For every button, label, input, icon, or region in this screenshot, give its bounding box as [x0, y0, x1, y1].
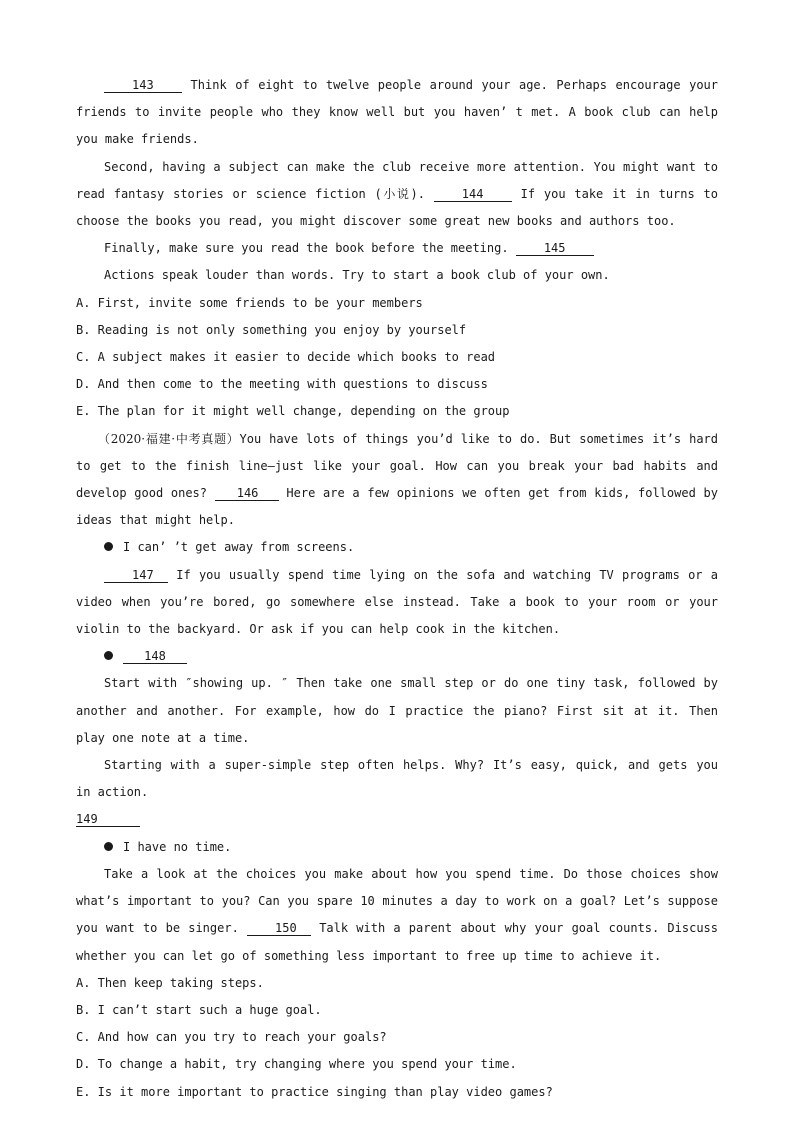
- paragraph-text: Think of eight to twelve people around your age. Perhaps encourage your friends to invite people who they know well but you haven’ t met. A book club can help you make friends.: [76, 78, 718, 147]
- option-e: E. The plan for it might well change, depending on the group: [76, 404, 510, 419]
- paragraph-intro: [76, 426, 718, 535]
- bullet-text: I can’ ’t get away from screens.: [123, 540, 355, 555]
- option-b: B. Reading is not only something you enjoy by yourself: [76, 322, 467, 337]
- bullet-item: [76, 534, 718, 561]
- option-d: D. And then come to the meeting with questions to discuss: [76, 377, 488, 392]
- bullet-dot-icon: [104, 542, 113, 551]
- paragraph-text: Talk with a parent about why your goal counts. Discuss whether you can let go of something less important to free up time to achieve it.: [76, 921, 718, 963]
- source-label: （2020·福建·中考真题）: [98, 431, 240, 446]
- option-d: D. To change a habit, try changing where you spend your time.: [76, 1057, 517, 1072]
- document-page: [76, 72, 718, 1106]
- blank-150[interactable]: 150: [247, 921, 311, 936]
- paragraph-text: Second, having a subject can make the club receive more attention. You might want to read fantasy stories or science fiction (小说).: [76, 159, 718, 201]
- paragraph-conclusion: Actions speak louder than words. Try to start a book club of your own.: [104, 268, 610, 283]
- paragraph-text: Take a look at the choices you make about how you spend time. Do those choices show what’s important to you? Can you spare 10 minutes a day to work on a goal? Let’s suppose you want to be singer.: [76, 866, 718, 936]
- option-a: A. First, invite some friends to be your members: [76, 295, 423, 310]
- bullet-text: I have no time.: [123, 839, 232, 854]
- paragraph-text: Here are a few opinions we often get from kids, followed by ideas that might help.: [76, 486, 718, 528]
- option-c: C. And how can you try to reach your goals?: [76, 1030, 387, 1045]
- paragraph-149: Starting with a super-simple step often helps. Why? It’s easy, quick, and gets you in action.: [76, 758, 718, 800]
- blank-149[interactable]: 149: [76, 812, 140, 827]
- blank-143[interactable]: 143: [104, 78, 182, 93]
- paragraph-149-blank: [76, 806, 718, 833]
- blank-146[interactable]: 146: [215, 486, 279, 501]
- bullet-dot-icon: [104, 651, 113, 660]
- paragraph-144: [76, 154, 718, 236]
- blank-148[interactable]: 148: [123, 649, 187, 664]
- blank-144[interactable]: 144: [434, 187, 512, 202]
- paragraph-text: Finally, make sure you read the book before the meeting.: [104, 241, 516, 256]
- bullet-dot-icon: [104, 842, 113, 851]
- paragraph-150: [76, 861, 718, 970]
- paragraph-145: [76, 235, 718, 262]
- paragraph-text: If you take it in turns to choose the books you read, you might discover some great new books and authors too.: [76, 186, 718, 229]
- option-c: C. A subject makes it easier to decide which books to read: [76, 350, 496, 365]
- blank-147[interactable]: 147: [104, 568, 168, 583]
- paragraph-143: [76, 72, 718, 154]
- option-b: B. I can’t start such a huge goal.: [76, 1002, 322, 1017]
- bullet-item: [76, 834, 718, 861]
- option-e: E. Is it more important to practice singing than play video games?: [76, 1084, 553, 1099]
- blank-145[interactable]: 145: [516, 241, 594, 256]
- bullet-item: [76, 643, 718, 670]
- paragraph-148: Start with ″showing up. ″ Then take one small step or do one tiny task, followed by another and another. For example, how do I practice the piano? First sit at it. Then play one note at a time.: [76, 676, 718, 745]
- paragraph-147: [76, 562, 718, 644]
- paragraph-text: You have lots of things you’d like to do. But sometimes it’s hard to get to the finish line—just like your goal. How can you break your bad habits and develop good ones?: [76, 431, 718, 501]
- paragraph-text: If you usually spend time lying on the sofa and watching TV programs or a video when you’re bored, go somewhere else instead. Take a book to your room or your violin to the backyard. Or ask if you can help cook in the kitchen.: [76, 567, 718, 637]
- option-a: A. Then keep taking steps.: [76, 975, 264, 990]
